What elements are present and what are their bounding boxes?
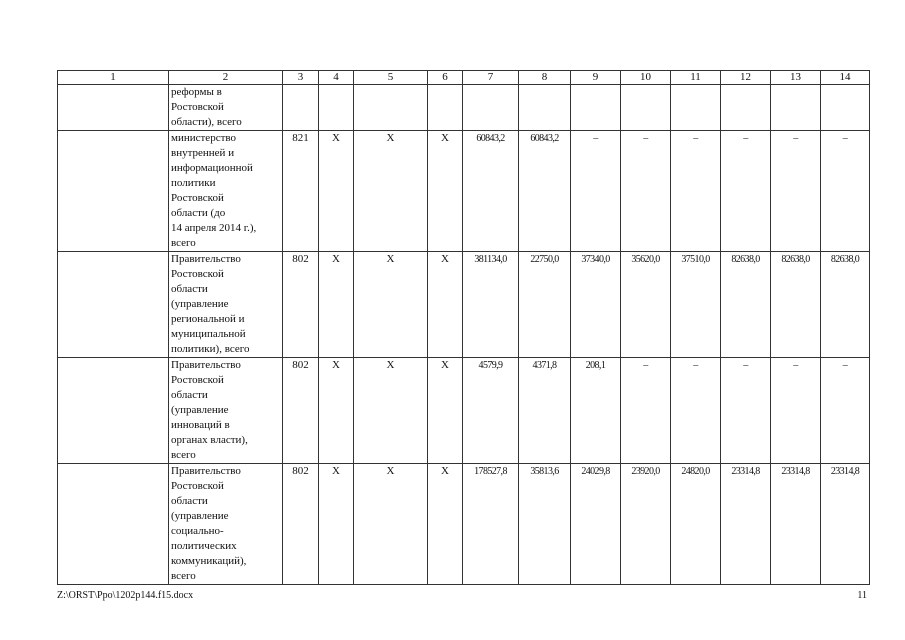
row-name-cell bbox=[169, 464, 283, 585]
value-cell-col-8: 35813,6 bbox=[519, 464, 571, 585]
value-cell-col-9: 24029,8 bbox=[571, 464, 621, 585]
value-cell-col-7 bbox=[463, 85, 519, 131]
value-cell-col-4: Х bbox=[319, 252, 354, 358]
column-header-13: 13 bbox=[771, 71, 821, 85]
row-name-line: министерство bbox=[171, 132, 237, 144]
value-cell-col-7: 60843,2 bbox=[463, 131, 519, 252]
value-cell-col-13: 82638,0 bbox=[771, 252, 821, 358]
column-header-12: 12 bbox=[721, 71, 771, 85]
row-name-line: всего bbox=[171, 237, 196, 249]
value-cell-col-10: – bbox=[621, 131, 671, 252]
table-row bbox=[58, 464, 870, 585]
row-name-cell bbox=[169, 252, 283, 358]
value-cell-col-7: 4579,9 bbox=[463, 358, 519, 464]
value-cell-col-12: – bbox=[721, 131, 771, 252]
row-name-line: информационной bbox=[171, 162, 253, 174]
row-name-line: региональной и bbox=[171, 313, 245, 325]
row-name-line: Правительство bbox=[171, 359, 241, 371]
value-cell-col-9: 208,1 bbox=[571, 358, 621, 464]
value-cell-col-12 bbox=[721, 85, 771, 131]
value-cell-col-3 bbox=[283, 85, 319, 131]
table-body bbox=[58, 85, 870, 585]
column-header-1: 1 bbox=[58, 71, 169, 85]
value-cell-col-13: 23314,8 bbox=[771, 464, 821, 585]
row-index-cell bbox=[58, 252, 169, 358]
table-row bbox=[58, 252, 870, 358]
value-cell-col-9: 37340,0 bbox=[571, 252, 621, 358]
row-name-line: коммуникаций), bbox=[171, 555, 247, 567]
row-name-line: всего bbox=[171, 449, 196, 461]
value-cell-col-4 bbox=[319, 85, 354, 131]
value-cell-col-10: 23920,0 bbox=[621, 464, 671, 585]
row-name-line: внутренней и bbox=[171, 147, 235, 159]
column-header-3: 3 bbox=[283, 71, 319, 85]
value-cell-col-6 bbox=[428, 85, 463, 131]
value-cell-col-6: Х bbox=[428, 464, 463, 585]
row-name-line: политических bbox=[171, 540, 237, 552]
column-header-5: 5 bbox=[354, 71, 428, 85]
value-cell-col-4: Х bbox=[319, 464, 354, 585]
row-name-line: Ростовской bbox=[171, 374, 224, 386]
value-cell-col-14: – bbox=[821, 131, 870, 252]
value-cell-col-13 bbox=[771, 85, 821, 131]
row-index-cell bbox=[58, 464, 169, 585]
value-cell-col-7: 178527,8 bbox=[463, 464, 519, 585]
row-name-cell bbox=[169, 358, 283, 464]
footer-page-number: 11 bbox=[857, 590, 867, 601]
column-header-6: 6 bbox=[428, 71, 463, 85]
row-name-line: инноваций в bbox=[171, 419, 230, 431]
value-cell-col-3: 802 bbox=[283, 464, 319, 585]
value-cell-col-9 bbox=[571, 85, 621, 131]
footer-file-path: Z:\ORST\Ppo\1202p144.f15.docx bbox=[57, 590, 194, 601]
value-cell-col-8: 22750,0 bbox=[519, 252, 571, 358]
value-cell-col-11: – bbox=[671, 358, 721, 464]
row-name-line: Ростовской bbox=[171, 101, 224, 113]
value-cell-col-4: Х bbox=[319, 358, 354, 464]
row-name-line: (управление bbox=[171, 404, 229, 416]
value-cell-col-7: 381134,0 bbox=[463, 252, 519, 358]
value-cell-col-3: 821 bbox=[283, 131, 319, 252]
value-cell-col-14: 23314,8 bbox=[821, 464, 870, 585]
column-header-10: 10 bbox=[621, 71, 671, 85]
value-cell-col-6: Х bbox=[428, 252, 463, 358]
value-cell-col-10: 35620,0 bbox=[621, 252, 671, 358]
value-cell-col-5: Х bbox=[354, 358, 428, 464]
value-cell-col-10 bbox=[621, 85, 671, 131]
row-name-line: Правительство bbox=[171, 253, 241, 265]
value-cell-col-12: 82638,0 bbox=[721, 252, 771, 358]
value-cell-col-11: – bbox=[671, 131, 721, 252]
column-header-8: 8 bbox=[519, 71, 571, 85]
row-name-line: (управление bbox=[171, 510, 229, 522]
row-name-cell bbox=[169, 85, 283, 131]
row-name-line: области), всего bbox=[171, 116, 242, 128]
row-name-line: 14 апреля 2014 г.), bbox=[171, 222, 257, 234]
value-cell-col-14 bbox=[821, 85, 870, 131]
value-cell-col-12: 23314,8 bbox=[721, 464, 771, 585]
row-index-cell bbox=[58, 131, 169, 252]
row-name-line: области bbox=[171, 389, 208, 401]
column-header-9: 9 bbox=[571, 71, 621, 85]
row-name-line: политики), всего bbox=[171, 343, 250, 355]
column-header-7: 7 bbox=[463, 71, 519, 85]
value-cell-col-14: – bbox=[821, 358, 870, 464]
value-cell-col-8 bbox=[519, 85, 571, 131]
value-cell-col-5: Х bbox=[354, 131, 428, 252]
row-name-line: органах власти), bbox=[171, 434, 248, 446]
value-cell-col-9: – bbox=[571, 131, 621, 252]
value-cell-col-8: 4371,8 bbox=[519, 358, 571, 464]
value-cell-col-8: 60843,2 bbox=[519, 131, 571, 252]
value-cell-col-5 bbox=[354, 85, 428, 131]
value-cell-col-4: Х bbox=[319, 131, 354, 252]
row-name-line: Ростовской bbox=[171, 268, 224, 280]
header-row bbox=[58, 71, 870, 85]
row-name-line: Ростовской bbox=[171, 192, 224, 204]
value-cell-col-10: – bbox=[621, 358, 671, 464]
row-name-line: политики bbox=[171, 177, 216, 189]
row-name-line: области (до bbox=[171, 207, 226, 219]
value-cell-col-3: 802 bbox=[283, 358, 319, 464]
value-cell-col-12: – bbox=[721, 358, 771, 464]
value-cell-col-5: Х bbox=[354, 464, 428, 585]
row-index-cell bbox=[58, 358, 169, 464]
row-index-cell bbox=[58, 85, 169, 131]
row-name-cell bbox=[169, 131, 283, 252]
row-name-line: Ростовской bbox=[171, 480, 224, 492]
row-name-line: муниципальной bbox=[171, 328, 246, 340]
value-cell-col-3: 802 bbox=[283, 252, 319, 358]
value-cell-col-11: 24820,0 bbox=[671, 464, 721, 585]
value-cell-col-6: Х bbox=[428, 131, 463, 252]
value-cell-col-13: – bbox=[771, 131, 821, 252]
table-row bbox=[58, 85, 870, 131]
budget-table bbox=[57, 70, 870, 585]
column-header-4: 4 bbox=[319, 71, 354, 85]
row-name-line: Правительство bbox=[171, 465, 241, 477]
row-name-line: всего bbox=[171, 570, 196, 582]
value-cell-col-11: 37510,0 bbox=[671, 252, 721, 358]
value-cell-col-11 bbox=[671, 85, 721, 131]
column-header-14: 14 bbox=[821, 71, 870, 85]
table-row bbox=[58, 358, 870, 464]
column-header-2: 2 bbox=[169, 71, 283, 85]
column-header-11: 11 bbox=[671, 71, 721, 85]
row-name-line: социально- bbox=[171, 525, 224, 537]
value-cell-col-14: 82638,0 bbox=[821, 252, 870, 358]
row-name-line: реформы в bbox=[171, 86, 222, 98]
table-row bbox=[58, 131, 870, 252]
row-name-line: области bbox=[171, 283, 208, 295]
value-cell-col-6: Х bbox=[428, 358, 463, 464]
row-name-line: (управление bbox=[171, 298, 229, 310]
row-name-line: области bbox=[171, 495, 208, 507]
value-cell-col-5: Х bbox=[354, 252, 428, 358]
value-cell-col-13: – bbox=[771, 358, 821, 464]
